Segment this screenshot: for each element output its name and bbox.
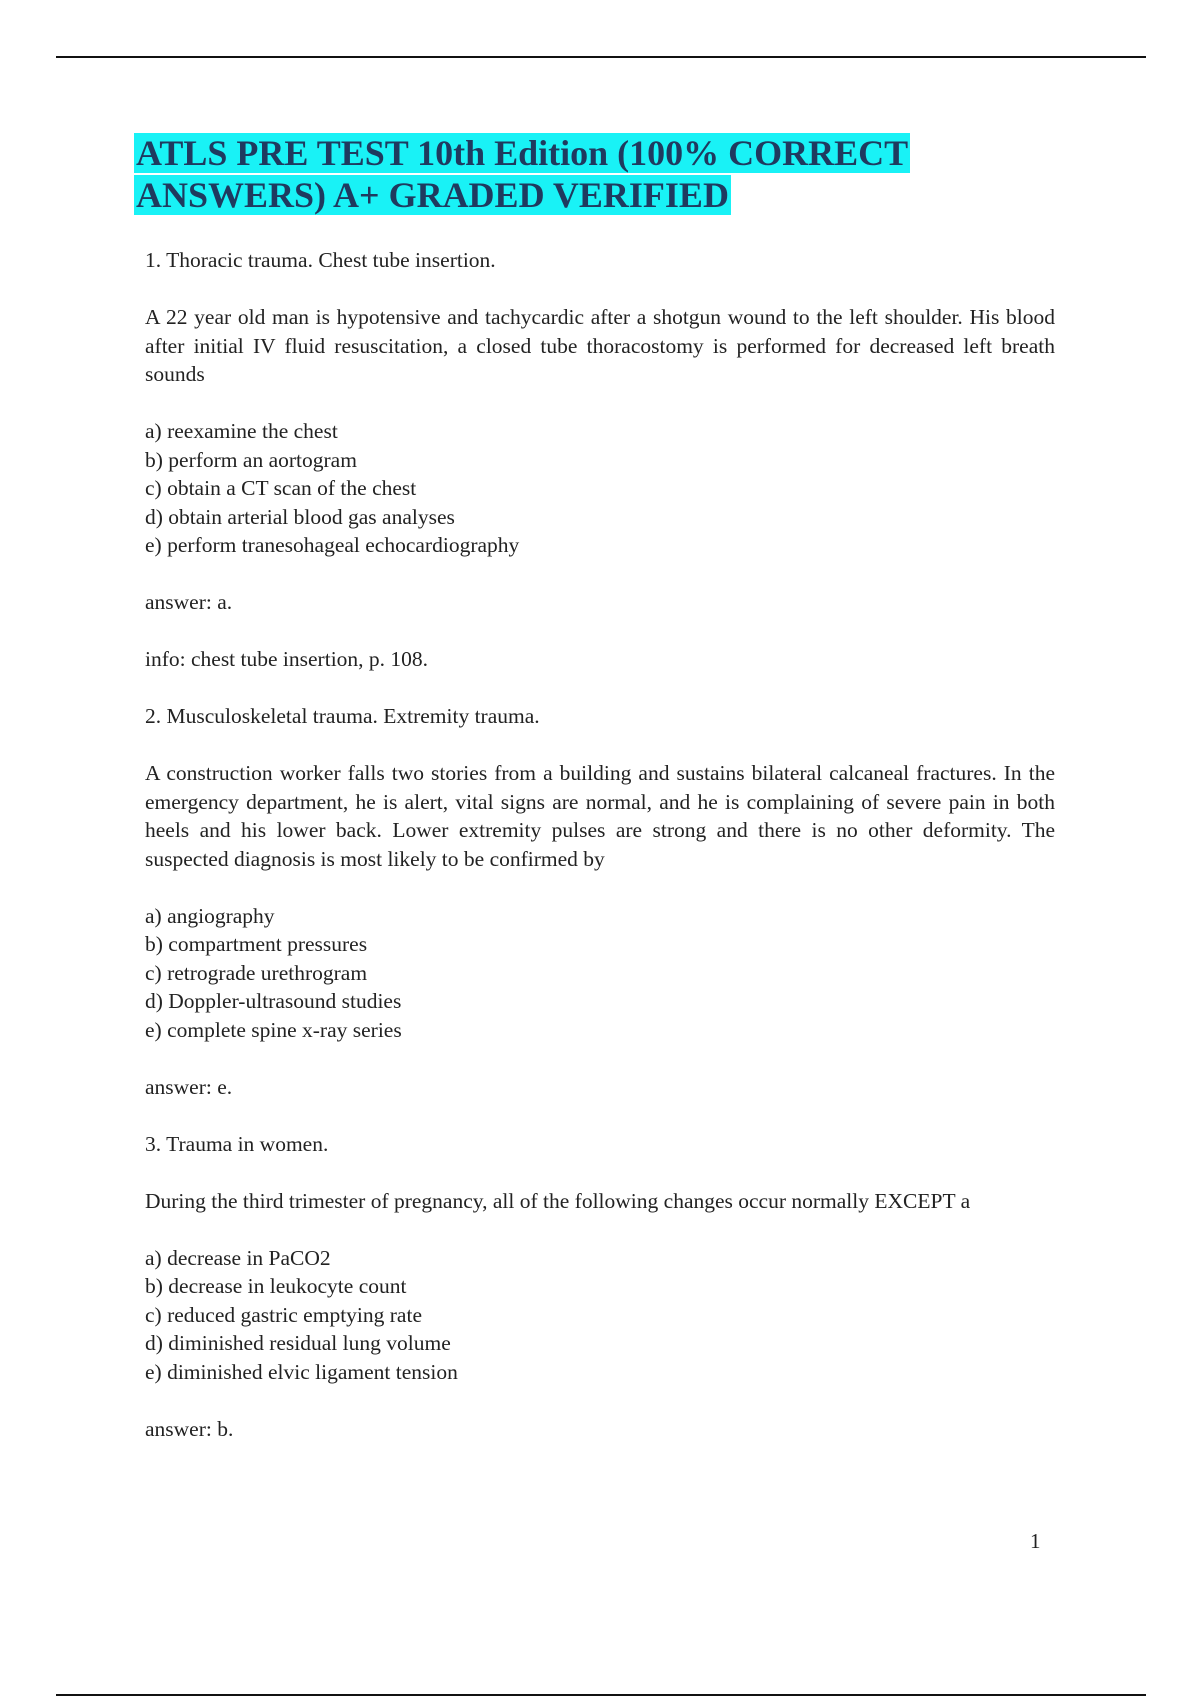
question-1-option-b: b) perform an aortogram — [145, 447, 357, 472]
question-1-option-a: a) reexamine the chest — [145, 419, 338, 443]
question-1-option-c: c) obtain a CT scan of the chest — [145, 476, 417, 500]
question-1-info: info: chest tube insertion, p. 108. — [145, 647, 429, 671]
question-3-stem: During the third trimester of pregnancy, all of the following changes occur normally EXCEPT a — [145, 1188, 971, 1213]
question-1-option-d: d) obtain arterial blood gas analyses — [145, 504, 455, 529]
question-1-option-e: e) perform tranesohageal echocardiography — [145, 533, 520, 557]
footer-rule — [56, 1694, 1146, 1696]
question-3-heading: 3. Trauma in women. — [145, 1131, 329, 1156]
document-body — [145, 246, 1055, 1443]
document-title-text: ATLS PRE TEST 10th Edition (100% CORRECT ANSWERS) A+ GRADED VERIFIED — [136, 133, 909, 215]
question-3-option-b: b) decrease in leukocyte count — [145, 1274, 407, 1298]
header-rule — [56, 56, 1146, 58]
question-2-option-b: b) compartment pressures — [145, 932, 368, 956]
question-3-answer: answer: b. — [145, 1416, 234, 1441]
question-2-answer: answer: e. — [145, 1074, 233, 1099]
question-3-option-c: c) reduced gastric emptying rate — [145, 1302, 422, 1327]
question-2-option-c: c) retrograde urethrogram — [145, 960, 368, 985]
question-3-option-d: d) diminished residual lung volume — [145, 1331, 451, 1355]
document-title — [134, 132, 954, 216]
question-2-heading: 2. Musculoskeletal trauma. Extremity trauma. — [145, 704, 540, 728]
question-1-heading: 1. Thoracic trauma. Chest tube insertion. — [145, 248, 496, 272]
question-2-option-e: e) complete spine x-ray series — [145, 1017, 402, 1042]
question-1-answer: answer: a. — [145, 590, 233, 614]
question-2-option-d: d) Doppler-ultrasound studies — [145, 989, 402, 1013]
question-3-option-a: a) decrease in PaCO2 — [145, 1245, 331, 1270]
question-2-option-a: a) angiography — [145, 903, 275, 928]
question-1-stem: A 22 year old man is hypotensive and tachycardic after a shotgun wound to the left shoulder. His blood after initial IV fluid resuscitation, a closed tube thoracostomy is performed for decreased left breath sounds — [145, 305, 1055, 386]
question-2-stem: A construction worker falls two stories from a building and sustains bilateral calcaneal fractures. In the emergency department, he is alert, vital signs are normal, and he is complaining of severe pain in both heels and his lower back. Lower extremity pulses are strong and there is no other deformity. The suspected diagnosis is most likely to be confirmed by — [145, 761, 1055, 871]
question-3-option-e: e) diminished elvic ligament tension — [145, 1359, 458, 1384]
page-number: 1 — [1030, 1529, 1041, 1553]
